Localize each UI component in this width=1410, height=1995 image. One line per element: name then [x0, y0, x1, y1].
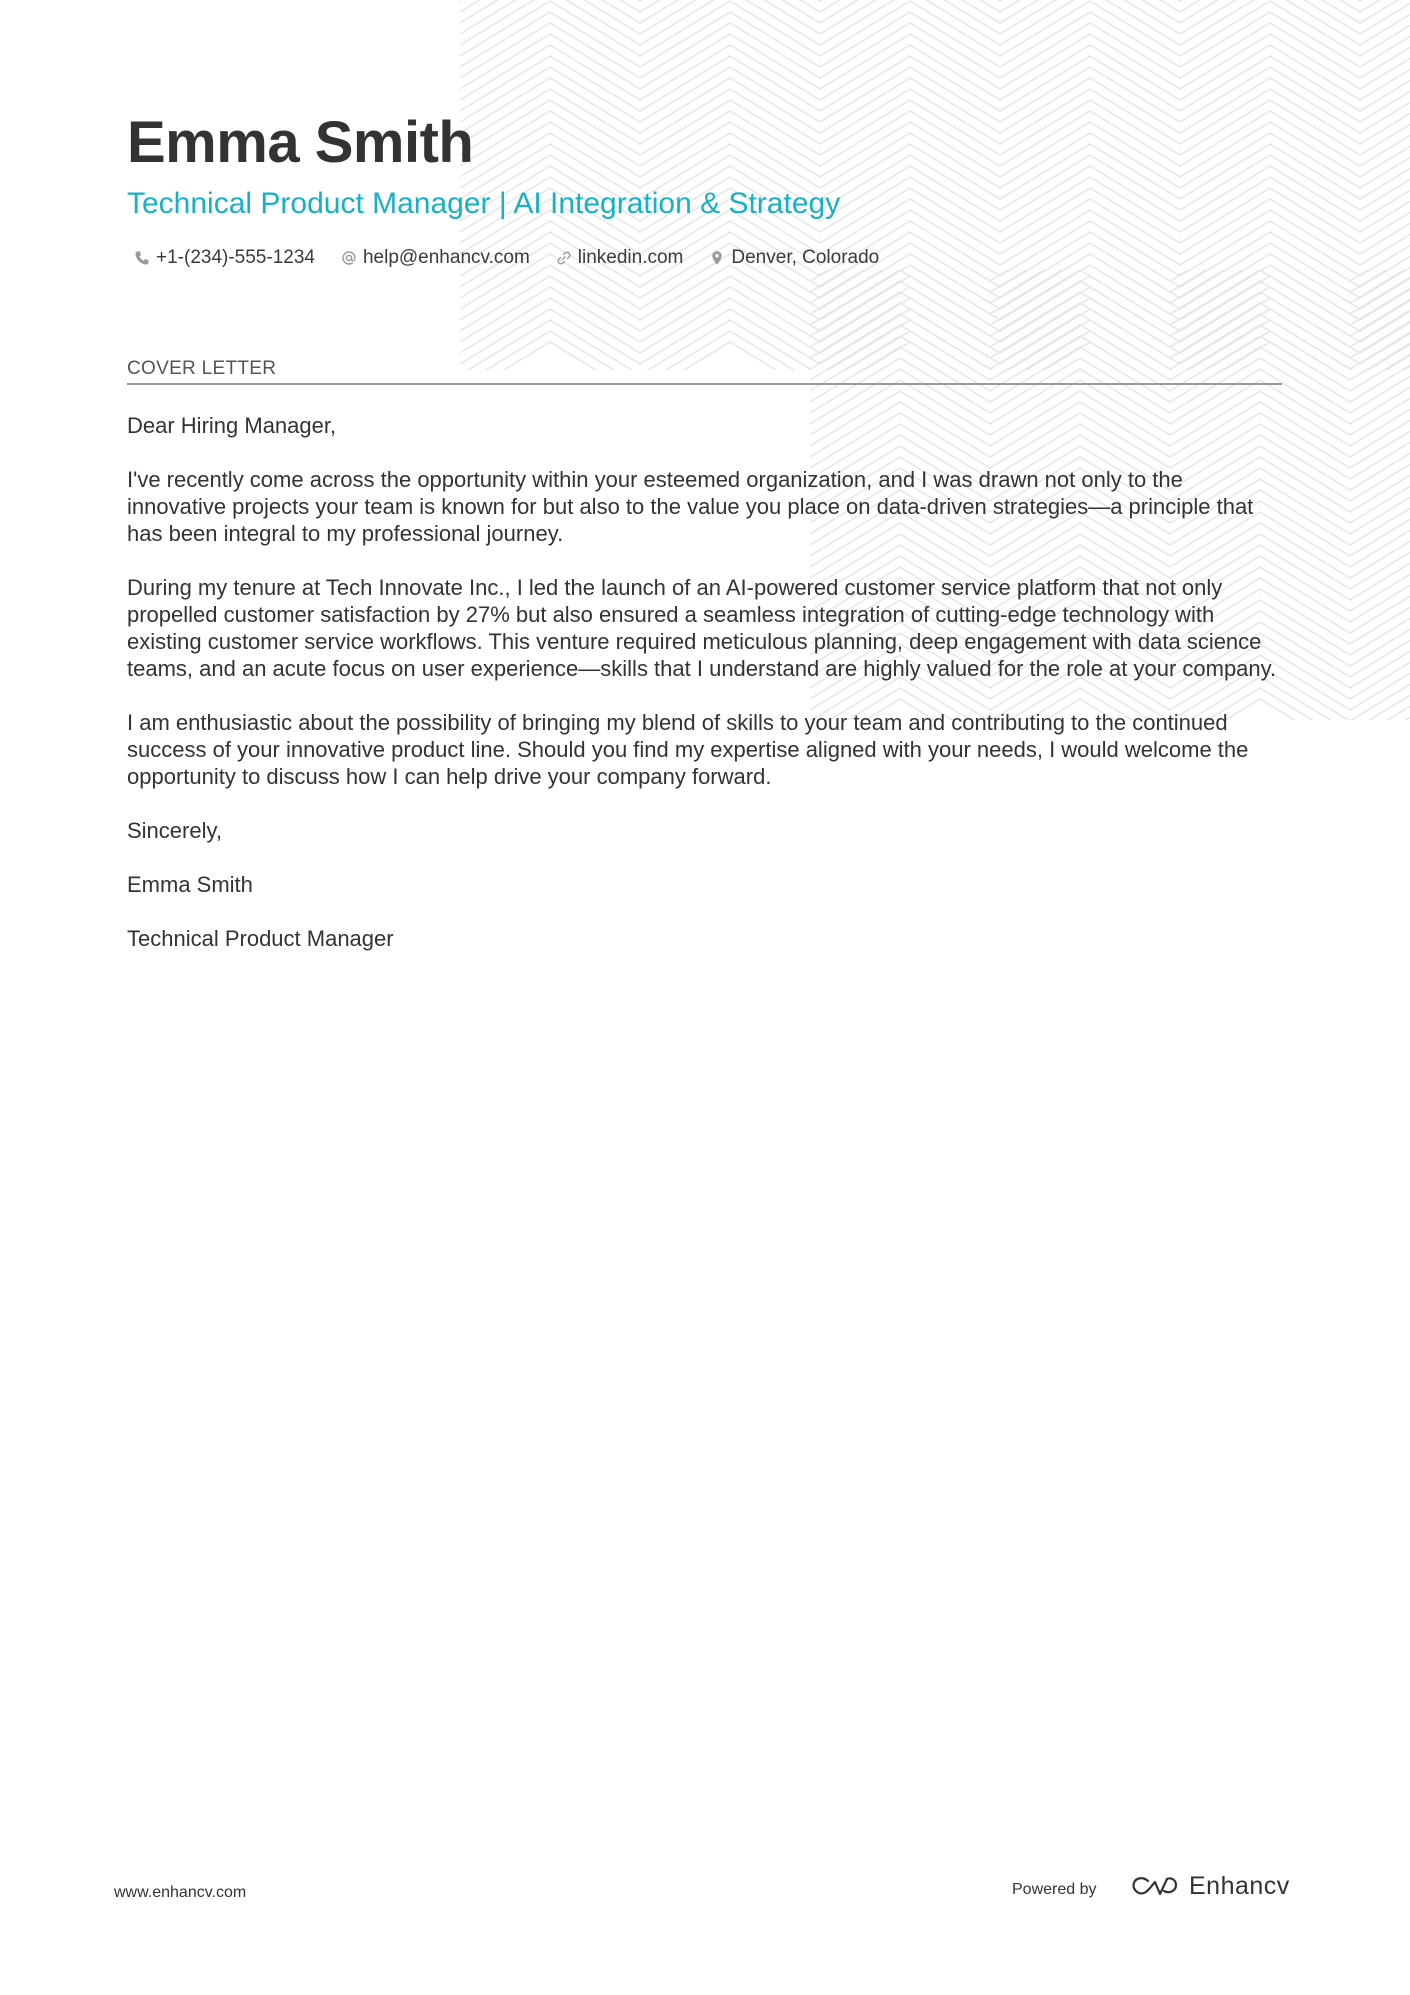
letter-paragraph: I've recently come across the opportunity within your esteemed organization, and I was drawn not only to the innovative projects your team is known for but also to the value you place on data-driven strategies—a principle that has been integral to my professional journey.	[127, 467, 1254, 546]
phone-text: +1-(234)-555-1234	[156, 247, 315, 268]
powered-by-label: Powered by	[1012, 1881, 1097, 1898]
location-pin-icon	[709, 250, 725, 266]
brand-name: Enhancv	[1189, 1872, 1290, 1900]
section-title: COVER LETTER	[127, 358, 277, 379]
letter-closing: Sincerely,	[127, 818, 222, 843]
location-text: Denver, Colorado	[731, 247, 880, 268]
footer-website-link[interactable]: www.enhancv.com	[114, 1884, 247, 1901]
letter-body	[127, 412, 1287, 979]
at-icon	[341, 250, 357, 266]
enhancv-logo-icon	[1131, 1874, 1179, 1900]
applicant-headline: Technical Product Manager | AI Integration & Strategy	[127, 187, 841, 220]
letter-paragraph: I am enthusiastic about the possibility of bringing my blend of skills to your team and contributing to the continued success of your innovative product line. Should you find my expertise aligned with your needs, I would welcome the opportunity to discuss how I can help drive your company forward.	[127, 710, 1249, 789]
signature-title: Technical Product Manager	[127, 926, 394, 951]
contact-email[interactable]	[341, 244, 530, 272]
contact-location	[709, 244, 879, 272]
applicant-name: Emma Smith	[127, 110, 474, 175]
signature-name: Emma Smith	[127, 872, 253, 897]
enhancv-brand[interactable]	[1131, 1872, 1290, 1901]
contact-info-row	[134, 244, 905, 272]
contact-phone[interactable]	[134, 244, 315, 272]
letter-paragraph: During my tenure at Tech Innovate Inc., I led the launch of an AI-powered customer service platform that not only propelled customer satisfaction by 27% but also ensured a seamless integration of cutting-edge technology with existing customer service workflows. This venture required meticulous planning, deep engagement with data science teams, and an acute focus on user experience—skills that I understand are highly valued for the role at your company.	[127, 575, 1277, 681]
link-icon	[556, 250, 572, 266]
email-text: help@enhancv.com	[362, 247, 530, 268]
letter-greeting: Dear Hiring Manager,	[127, 413, 337, 438]
contact-linkedin[interactable]	[556, 244, 684, 272]
phone-icon	[134, 250, 150, 266]
linkedin-text: linkedin.com	[577, 247, 684, 268]
section-divider	[127, 383, 1282, 385]
